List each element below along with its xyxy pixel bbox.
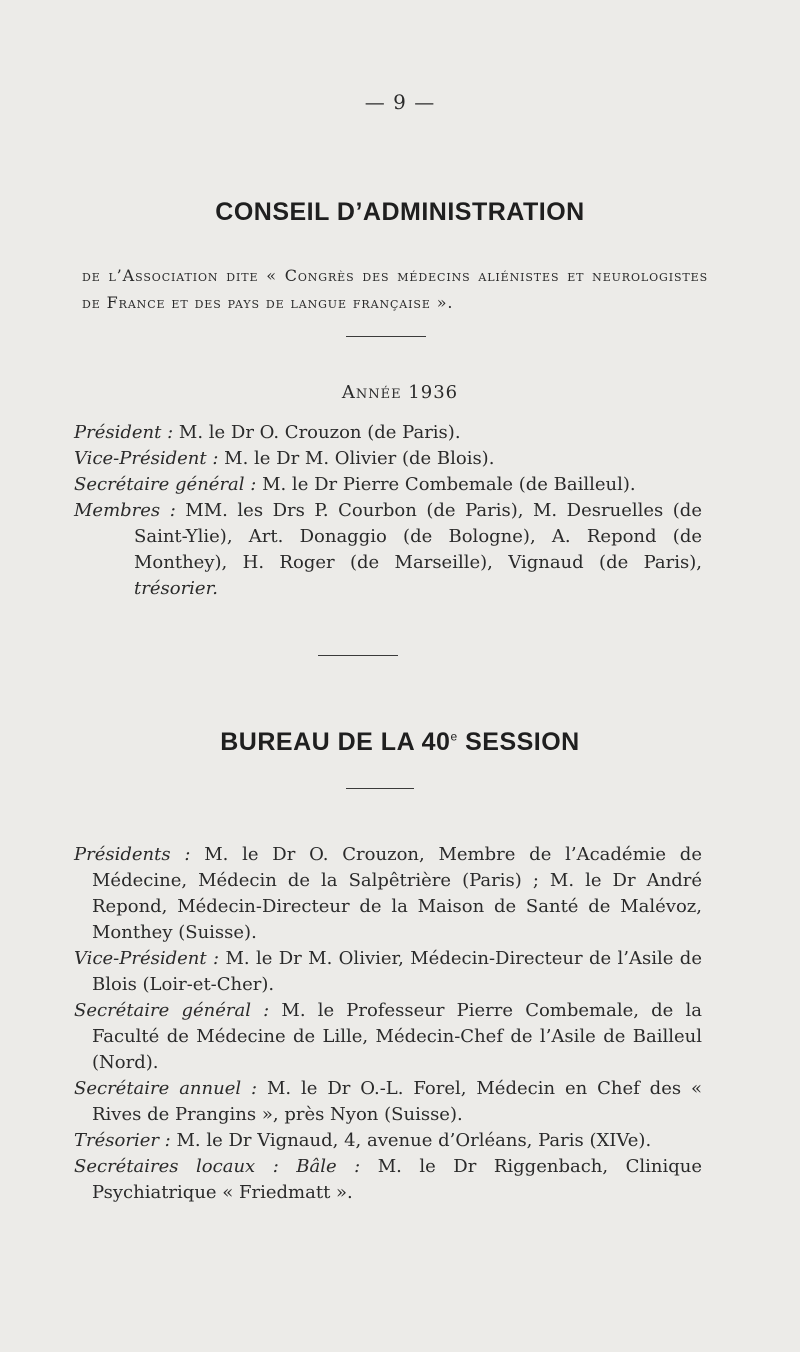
role-label: Vice-Président : — [74, 948, 220, 969]
bureau-list — [74, 842, 702, 1206]
bureau-entry-secretaires-locaux — [74, 1154, 702, 1206]
entry-text: M. le Dr O. Crouzon (de Paris). — [178, 422, 461, 443]
year-label — [0, 382, 800, 403]
bureau-entry-tresorier — [74, 1128, 702, 1154]
conseil-entry-secretaire — [74, 472, 702, 498]
conseil-entry-vice-president — [74, 446, 702, 472]
entry-text: M. le Dr O.-L. Forel, Médecin en Chef des « Rives de Prangins », près Nyon (Suisse). — [92, 1078, 702, 1125]
entry-text: M. le Dr M. Olivier, Médecin-Directeur de l’Asile de Blois (Loir-et-Cher). — [92, 948, 702, 995]
role-label: Vice-Président : — [74, 448, 219, 469]
entry-tail: trésorier. — [134, 578, 218, 599]
conseil-list — [74, 420, 702, 602]
role-label: Secrétaire général : — [74, 474, 257, 495]
year-label-text: Année 1936 — [341, 382, 459, 403]
conseil-entry-membres — [74, 498, 702, 602]
bureau-entry-vice-president — [74, 946, 702, 998]
role-sublabel: Bâle : — [296, 1156, 361, 1177]
entry-text: M. le Professeur Pierre Combemale, de la Faculté de Médecine de Lille, Médecin-Chef de l’Asile de Bailleul (Nord). — [92, 1000, 702, 1073]
page-number: — 9 — — [364, 90, 436, 114]
divider — [346, 788, 414, 789]
bureau-title-text: BUREAU DE LA 40 — [220, 728, 451, 756]
bureau-title-sup: e — [450, 729, 458, 744]
entry-text: M. le Dr M. Olivier (de Blois). — [224, 448, 495, 469]
conseil-entry-president — [74, 420, 702, 446]
entry-text: MM. les Drs P. Courbon (de Paris), M. Desruelles (de Saint-Ylie), Art. Donaggio (de Bologne), A. Repond (de Monthey), H. Roger (de Marseille), Vignaud (de Paris), — [134, 500, 702, 573]
role-label: Membres : — [74, 500, 176, 521]
page-title: CONSEIL D’ADMINISTRATION — [215, 198, 585, 226]
role-label: Président : — [74, 422, 174, 443]
entry-text: M. le Dr Pierre Combemale (de Bailleul). — [262, 474, 636, 495]
subtitle: de l’Association dite « Congrès des médecins aliénistes et neurologistes de France et des pays de langue française ». — [82, 266, 708, 312]
role-label: Secrétaire annuel : — [74, 1078, 258, 1099]
bureau-title — [0, 728, 800, 757]
bureau-title-end: SESSION — [465, 728, 580, 756]
entry-text: M. le Dr O. Crouzon, Membre de l’Académie de Médecine, Médecin de la Salpêtrière (Paris) ; M. le Dr André Repond, Médecin-Directeur de la Maison de Santé de Malévoz, Monthey (Suisse). — [92, 844, 702, 943]
divider — [346, 336, 426, 337]
bureau-entry-secretaire-general — [74, 998, 702, 1076]
role-label: Secrétaires locaux : — [74, 1156, 279, 1177]
entry-text: M. le Dr Vignaud, 4, avenue d’Orléans, Paris (XIVe). — [176, 1130, 652, 1151]
role-label: Secrétaire général : — [74, 1000, 270, 1021]
bureau-entry-presidents — [74, 842, 702, 946]
divider — [318, 655, 398, 656]
entry-text: M. le Dr Riggenbach, Clinique Psychiatrique « Friedmatt ». — [92, 1156, 702, 1203]
role-label: Présidents : — [74, 844, 191, 865]
role-label: Trésorier : — [74, 1130, 171, 1151]
bureau-entry-secretaire-annuel — [74, 1076, 702, 1128]
